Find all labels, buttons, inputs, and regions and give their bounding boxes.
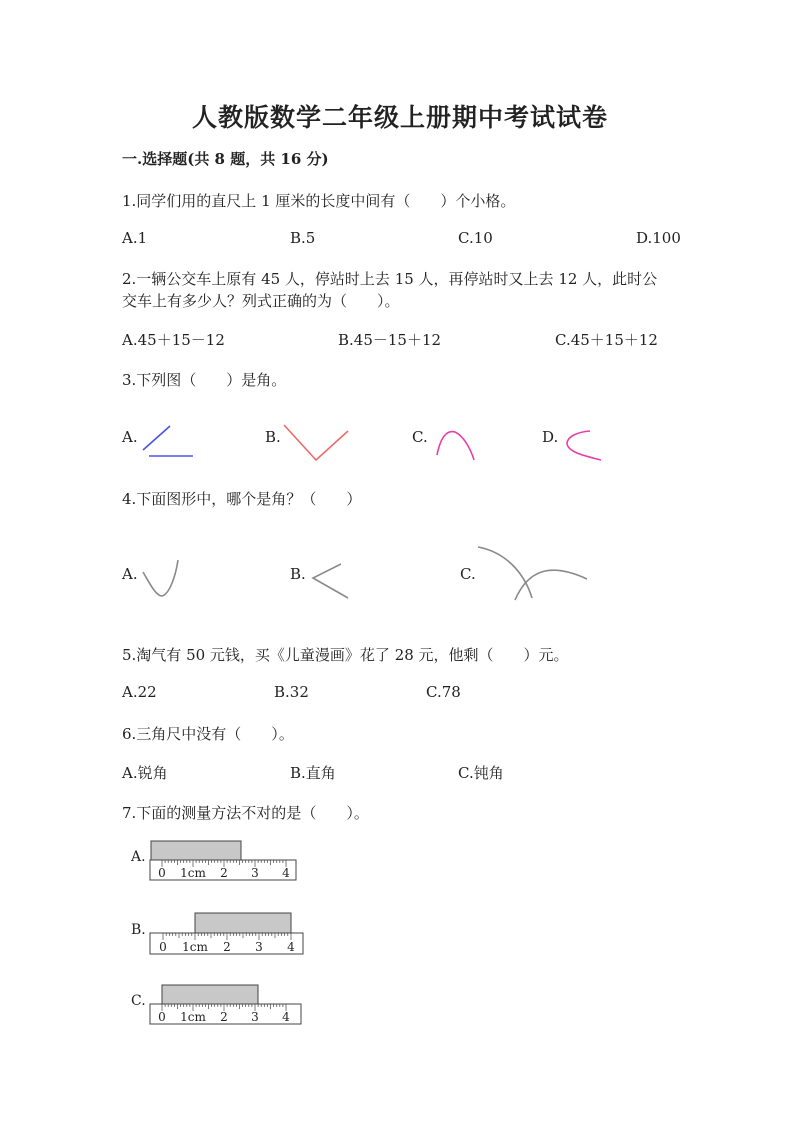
question-6: 6.三角尺中没有（ ）。 xyxy=(122,725,294,743)
q3-figure-b-angle xyxy=(284,425,348,460)
q2-option-c[interactable]: C.45＋15＋12 xyxy=(555,331,658,349)
ruler-tick-label: 4 xyxy=(287,940,295,954)
section-heading: 一.选择题(共 8 题，共 16 分) xyxy=(122,150,329,168)
q2-option-a[interactable]: A.45＋15－12 xyxy=(122,331,225,349)
q6-option-c[interactable]: C.钝角 xyxy=(458,764,504,782)
q3-figure-a xyxy=(143,426,193,456)
q6-option-b[interactable]: B.直角 xyxy=(290,764,336,782)
q5-option-a[interactable]: A.22 xyxy=(122,683,157,701)
measured-block xyxy=(151,841,241,860)
question-4: 4.下面图形中，哪个是角？（ ） xyxy=(122,490,362,508)
q1-option-a[interactable]: A.1 xyxy=(122,229,148,247)
q4-option-b[interactable]: B. xyxy=(290,565,306,583)
q4-figure-c-curve-2 xyxy=(515,570,587,600)
ruler-tick-label: 3 xyxy=(251,866,259,880)
q4-figure-b-angle xyxy=(313,564,348,598)
q4-option-c[interactable]: C. xyxy=(460,565,476,583)
ruler-tick-label: 1cm xyxy=(180,1010,206,1024)
ruler-tick-label: 4 xyxy=(282,1010,290,1024)
ruler-tick-label: 1cm xyxy=(182,940,208,954)
q3-figure-c-arch xyxy=(437,432,474,460)
q7-option-b[interactable]: B. xyxy=(131,922,146,938)
ruler-tick-label: 1cm xyxy=(180,866,206,880)
page-title: 人教版数学二年级上册期中考试试卷 xyxy=(191,103,608,132)
ruler-tick-label: 4 xyxy=(282,866,290,880)
question-7: 7.下面的测量方法不对的是（ ）。 xyxy=(122,804,369,822)
q3-option-c[interactable]: C. xyxy=(412,428,428,446)
q5-option-b[interactable]: B.32 xyxy=(274,683,309,701)
question-2-line-2: 交车上有多少人？列式正确的为（ ）。 xyxy=(122,292,400,310)
q4-figure-a-curve xyxy=(143,560,178,596)
q7-ruler-c xyxy=(150,985,301,1024)
measured-block xyxy=(162,985,258,1004)
q3-figure-d-curve xyxy=(567,431,601,460)
measured-block xyxy=(195,913,291,933)
ruler-tick-label: 2 xyxy=(220,1010,228,1024)
q4-figure-c-curve-1 xyxy=(478,547,532,598)
ruler-tick-label: 2 xyxy=(220,866,228,880)
question-1: 1.同学们用的直尺上 1 厘米的长度中间有（ ）个小格。 xyxy=(122,192,516,210)
q7-ruler-b xyxy=(150,913,303,954)
question-2-line-1: 2.一辆公交车上原有 45 人，停站时上去 15 人，再停站时又上去 12 人，此时公 xyxy=(122,270,658,288)
ruler-tick-label: 0 xyxy=(159,940,167,954)
q7-option-a[interactable]: A. xyxy=(131,849,146,865)
ruler-tick-label: 0 xyxy=(158,866,166,880)
q3-option-b[interactable]: B. xyxy=(265,428,281,446)
q1-option-d[interactable]: D.100 xyxy=(636,229,681,247)
q1-option-b[interactable]: B.5 xyxy=(290,229,316,247)
question-5: 5.淘气有 50 元钱，买《儿童漫画》花了 28 元，他剩（ ）元。 xyxy=(122,646,569,664)
q6-option-a[interactable]: A.锐角 xyxy=(122,764,168,782)
q2-option-b[interactable]: B.45－15＋12 xyxy=(338,331,442,349)
q7-option-c[interactable]: C. xyxy=(131,993,146,1009)
question-3: 3.下列图（ ）是角。 xyxy=(122,371,287,389)
q3a-slanted-line xyxy=(143,426,170,450)
ruler-tick-label: 3 xyxy=(255,940,263,954)
q3-option-d[interactable]: D. xyxy=(542,428,559,446)
ruler-tick-label: 3 xyxy=(251,1010,259,1024)
q1-option-c[interactable]: C.10 xyxy=(458,229,493,247)
q4-option-a[interactable]: A. xyxy=(122,565,138,583)
q7-ruler-a xyxy=(150,841,296,880)
ruler-tick-label: 0 xyxy=(158,1010,166,1024)
ruler-tick-label: 2 xyxy=(223,940,231,954)
q3-option-a[interactable]: A. xyxy=(122,428,138,446)
q5-option-c[interactable]: C.78 xyxy=(426,683,461,701)
